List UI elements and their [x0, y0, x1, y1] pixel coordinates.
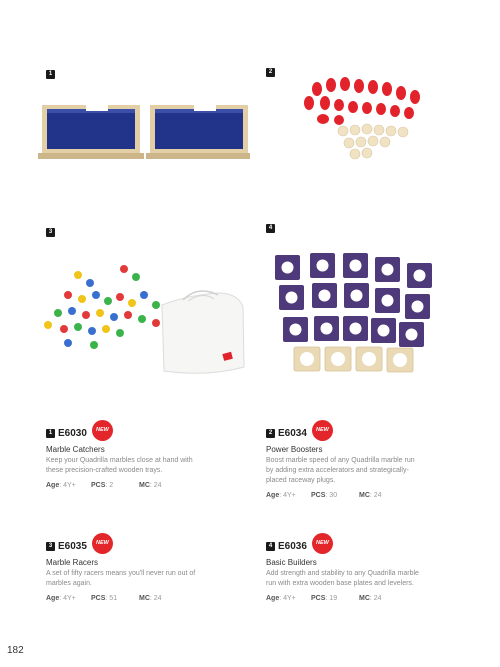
spec-pcs: PCS: 2: [91, 482, 114, 489]
mc-label: MC: [139, 482, 150, 489]
mc-label: MC: [359, 492, 370, 499]
product-name: Marble Catchers: [46, 445, 105, 454]
age-value: 4Y+: [283, 492, 296, 499]
spec-age: Age: 4Y+: [266, 595, 296, 602]
pcs-value: 19: [329, 595, 338, 602]
cloth-bag: [162, 291, 244, 373]
product-e6034: [266, 422, 466, 499]
mc-value: 24: [153, 482, 162, 489]
product-description: A set of fifty racers means you'll never run out of marbles again.: [46, 570, 196, 587]
product-specs: [46, 595, 246, 602]
product-specs: [266, 492, 466, 499]
product-header: [46, 422, 246, 444]
pcs-label: PCS: [91, 595, 106, 602]
spec-mc: MC: 24: [359, 595, 382, 602]
basic-builders-image: [272, 250, 444, 375]
product-description: Boost marble speed of any Quadrilla marble run by adding extra accelerators and strategically-placed raceway plugs.: [266, 457, 415, 484]
product-code: E6035: [58, 540, 87, 552]
product-number: 4: [266, 542, 275, 551]
spec-pcs: PCS: 51: [91, 595, 118, 602]
marble-racers-image: [38, 255, 253, 380]
spec-age: Age: 4Y+: [46, 482, 76, 489]
age-label: Age: [46, 482, 60, 489]
pcs-value: 2: [109, 482, 114, 489]
spec-pcs: PCS: 30: [311, 492, 338, 499]
pcs-label: PCS: [91, 482, 106, 489]
product-e6030: [46, 422, 246, 489]
mc-label: MC: [359, 595, 370, 602]
product-description: Keep your Quadrilla marbles close at hand with these precision-crafted wooden trays.: [46, 457, 193, 474]
product-name: Marble Racers: [46, 558, 99, 567]
age-value: 4Y+: [63, 595, 76, 602]
power-boosters-image: [295, 75, 445, 165]
age-label: Age: [266, 595, 280, 602]
product-code: E6034: [278, 427, 307, 439]
mc-value: 24: [373, 595, 382, 602]
spec-age: Age: 4Y+: [266, 492, 296, 499]
product-code: E6030: [58, 427, 87, 439]
product-name: Power Boosters: [266, 445, 323, 454]
product-header: [266, 422, 466, 444]
product-specs: [266, 595, 466, 602]
product-description: Add strength and stability to any Quadrilla marble run with extra wooden base plates and levelers.: [266, 570, 419, 587]
age-value: 4Y+: [283, 595, 296, 602]
new-badge: NEW: [312, 420, 333, 441]
mc-value: 24: [373, 492, 382, 499]
new-badge: NEW: [92, 420, 113, 441]
age-label: Age: [46, 595, 60, 602]
age-label: Age: [266, 492, 280, 499]
product-code: E6036: [278, 540, 307, 552]
wooden-tray-left: [38, 103, 144, 159]
page-number: 182: [7, 645, 24, 656]
product-specs: [46, 482, 246, 489]
marble-trays-image: [38, 95, 250, 165]
pcs-value: 30: [329, 492, 338, 499]
image-badge-4: 4: [266, 224, 275, 233]
marbles-pile: [44, 265, 160, 349]
wooden-tray-right: [146, 103, 250, 159]
spec-age: Age: 4Y+: [46, 595, 76, 602]
new-badge: NEW: [92, 533, 113, 554]
product-number: 2: [266, 429, 275, 438]
image-badge-3: 3: [46, 228, 55, 237]
product-number: 3: [46, 542, 55, 551]
product-header: [46, 535, 246, 557]
pcs-label: PCS: [311, 492, 326, 499]
spec-mc: MC: 24: [359, 492, 382, 499]
spec-mc: MC: 24: [139, 595, 162, 602]
product-name: Basic Builders: [266, 558, 317, 567]
product-number: 1: [46, 429, 55, 438]
product-e6036: [266, 535, 466, 602]
product-header: [266, 535, 466, 557]
pcs-label: PCS: [311, 595, 326, 602]
mc-value: 24: [153, 595, 162, 602]
product-e6035: [46, 535, 246, 602]
spec-pcs: PCS: 19: [311, 595, 338, 602]
age-value: 4Y+: [63, 482, 76, 489]
new-badge: NEW: [312, 533, 333, 554]
image-badge-2: 2: [266, 68, 275, 77]
pcs-value: 51: [109, 595, 118, 602]
spec-mc: MC: 24: [139, 482, 162, 489]
mc-label: MC: [139, 595, 150, 602]
image-badge-1: 1: [46, 70, 55, 79]
